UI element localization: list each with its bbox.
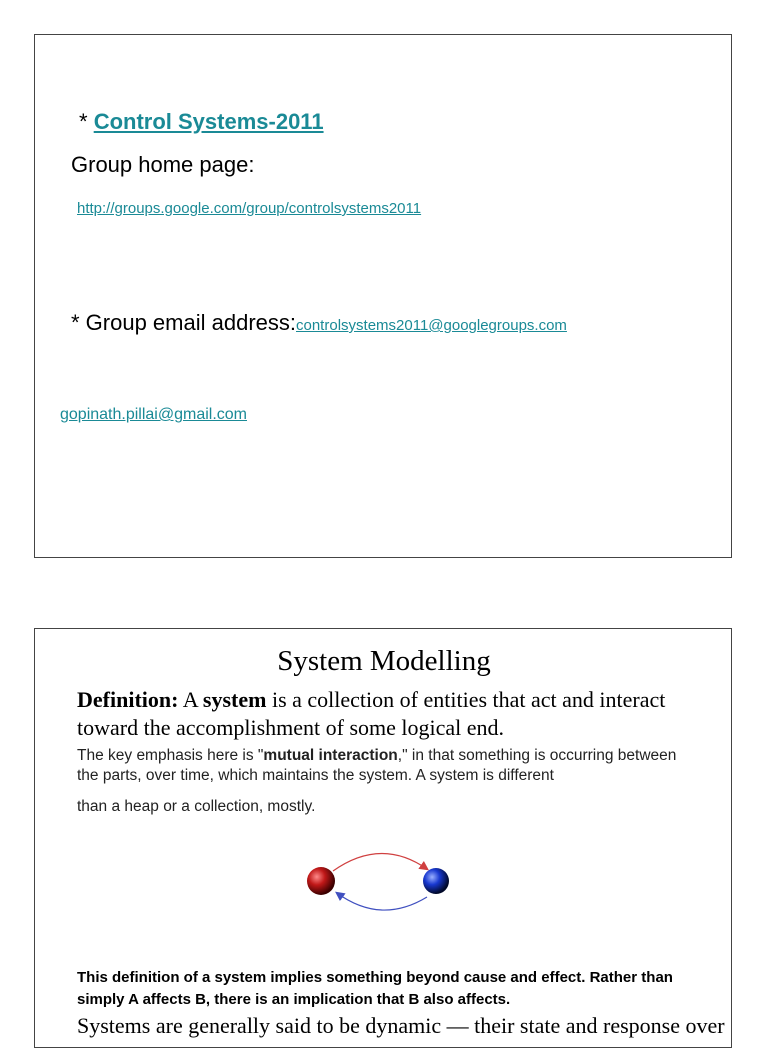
- group-email-label: * Group email address:: [71, 310, 296, 335]
- emphasis-text-post: ," in that something is occurring between the parts, over time, which maintains the system. A system is different: [77, 747, 677, 784]
- mutual-interaction-diagram: [301, 841, 461, 921]
- arrow-a-to-b: [333, 853, 427, 871]
- course-link[interactable]: Control Systems-2011: [93, 109, 324, 134]
- group-email-line: [71, 310, 567, 336]
- entity-a-ball: [307, 867, 335, 895]
- cutoff-text: Systems are generally said to be dynamic — their state and response over: [77, 1013, 725, 1038]
- definition-paragraph: [77, 686, 697, 742]
- slide-system-modelling: [34, 628, 732, 1048]
- slide-title: System Modelling: [277, 645, 491, 677]
- personal-email-link[interactable]: gopinath.pillai@gmail.com: [60, 406, 247, 423]
- definition-text: is a collection of entities that act and interact toward the accomplishment of some logical end.: [77, 687, 666, 740]
- group-home-url-link[interactable]: http://groups.google.com/group/controlsystems2011: [77, 200, 422, 217]
- home-page-label: Group home page:: [71, 152, 255, 177]
- definition-article: A: [178, 687, 203, 712]
- emphasis-text-pre: The key emphasis here is ": [77, 747, 264, 764]
- course-bullet: [79, 109, 324, 135]
- emphasis-bold: mutual interaction: [263, 747, 398, 764]
- bullet-marker: *: [79, 109, 94, 134]
- emphasis-paragraph: [77, 746, 697, 786]
- definition-label: Definition:: [77, 687, 179, 712]
- arrow-b-to-a: [337, 893, 427, 910]
- entity-b-ball: [423, 868, 449, 894]
- implication-paragraph: This definition of a system implies something beyond cause and effect. Rather than simply A affects B, there is an implication that B also affects.: [77, 969, 673, 1008]
- group-email-link[interactable]: controlsystems2011@googlegroups.com: [296, 317, 567, 334]
- emphasis-tail: than a heap or a collection, mostly.: [77, 798, 316, 815]
- definition-system-term: system: [202, 687, 267, 712]
- slide-group-info: [34, 34, 732, 558]
